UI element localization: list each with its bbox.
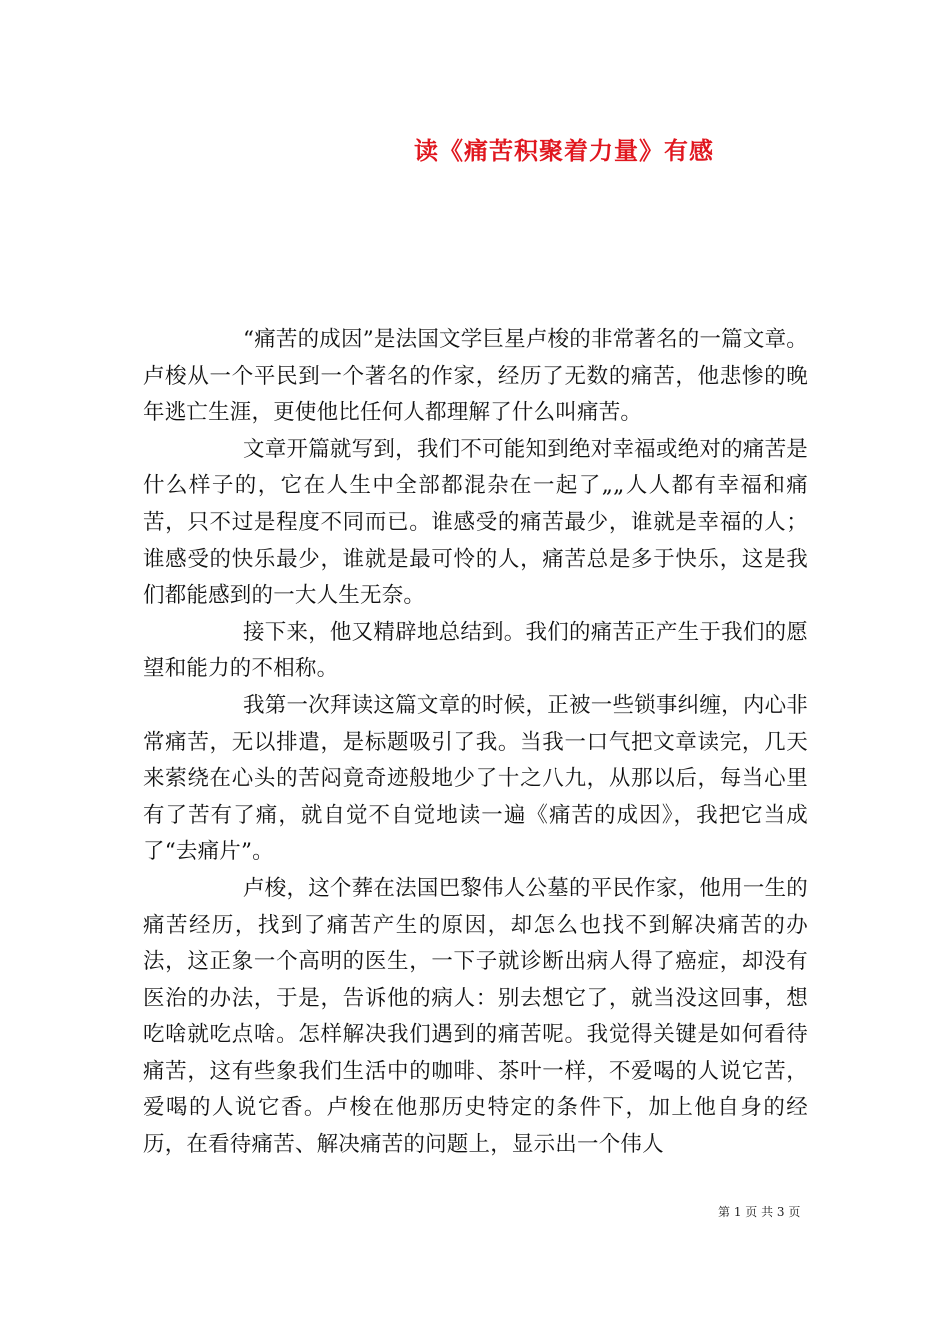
document-title: 读《痛苦积聚着力量》有感 [414, 136, 714, 165]
paragraph-1: “痛苦的成因”是法国文学巨星卢梭的非常著名的一篇文章。卢梭从一个平民到一个著名的作家，经历了无数的痛苦，他悲惨的晚年逃亡生涯，更使他比任何人都理解了什么叫痛苦。 [143, 327, 808, 426]
page-number: 第 1 页 共 3 页 [718, 1205, 801, 1219]
paragraph-2: 文章开篇就写到，我们不可能知到绝对幸福或绝对的痛苦是什么样子的，它在人生中全部都混杂在一起了„„人人都有幸福和痛苦，只不过是程度不同而已。谁感受的痛苦最少，谁就是幸福的人；谁感受的快乐最少，谁就是最可怜的人，痛苦总是多于快乐，这是我们都能感到的一大人生无奈。 [143, 436, 808, 609]
document-body [143, 322, 808, 1164]
paragraph-4: 我第一次拜读这篇文章的时候，正被一些锁事纠缠，内心非常痛苦，无以排遣，是标题吸引了我。当我一口气把文章读完，几天来萦绕在心头的苦闷竟奇迹般地少了十之八九，从那以后，每当心里有了苦有了痛，就自觉不自觉地读一遍《痛苦的成因》，我把它当成了“去痛片”。 [143, 692, 808, 865]
paragraph-5: 卢梭，这个葬在法国巴黎伟人公墓的平民作家，他用一生的痛苦经历，找到了痛苦产生的原因，却怎么也找不到解决痛苦的办法，这正象一个高明的医生，一下子就诊断出病人得了癌症，却没有医治的办法，于是，告诉他的病人：别去想它了，就当没这回事，想吃啥就吃点啥。怎样解决我们遇到的痛苦呢。我觉得关键是如何看待痛苦，这有些象我们生活中的咖啡、茶叶一样，不爱喝的人说它苦，爱喝的人说它香。卢梭在他那历史特定的条件下，加上他自身的经历，在看待痛苦、解决痛苦的问题上，显示出一个伟人 [143, 875, 808, 1158]
paragraph-3: 接下来，他又精辟地总结到。我们的痛苦正产生于我们的愿望和能力的不相称。 [143, 619, 808, 682]
